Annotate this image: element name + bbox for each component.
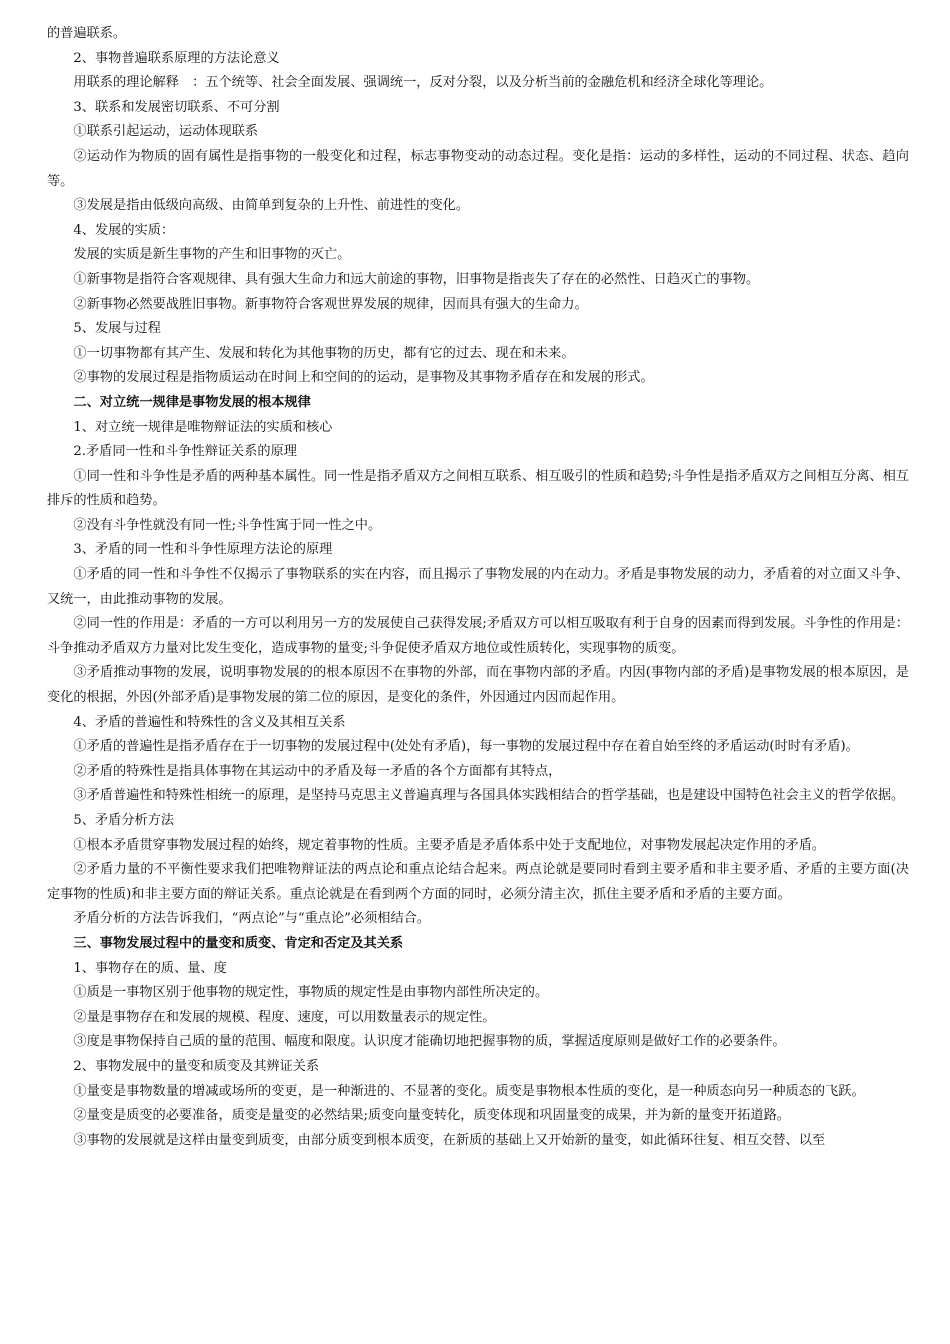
paragraph: ②矛盾力量的不平衡性要求我们把唯物辩证法的两点论和重点论结合起来。两点论就是要同时看到主要矛盾和非主要矛盾、矛盾的主要方面(决定事物的性质)和非主要方面的辩证关系。重点论就是在看到两个方面的同时，必须分清主次，抓住主要矛盾和矛盾的主要方面。 <box>47 862 909 902</box>
paragraph: ③发展是指由低级向高级、由简单到复杂的上升性、前进性的变化。 <box>73 198 470 214</box>
paragraph: 3、矛盾的同一性和斗争性原理方法论的原理 <box>73 542 333 558</box>
paragraph: 4、发展的实质： <box>73 222 175 238</box>
paragraph: ②新事物必然要战胜旧事物。新事物符合客观世界发展的规律，因而具有强大的生命力。 <box>73 296 588 312</box>
paragraph: ②运动作为物质的固有属性是指事物的一般变化和过程，标志事物变动的动态过程。变化是指：运动的多样性，运动的不同过程、状态、趋向等。 <box>47 148 909 189</box>
paragraph: 5、矛盾分析方法 <box>73 813 175 828</box>
paragraph: 矛盾分析的方法告诉我们，“两点论”与“重点论”必须相结合。 <box>73 911 431 927</box>
paragraph: 4、矛盾的普遍性和特殊性的含义及其相互关系 <box>73 714 346 730</box>
paragraph: 2、事物普遍联系原理的方法论意义 <box>73 50 280 66</box>
paragraph: ②量是事物存在和发展的规模、程度、速度，可以用数量表示的规定性。 <box>73 1009 496 1025</box>
paragraph: 发展的实质是新生事物的产生和旧事物的灭亡。 <box>73 247 351 263</box>
paragraph: ②同一性的作用是：矛盾的一方可以利用另一方的发展使自己获得发展;矛盾双方可以相互吸取有利于自身的因素而得到发展。斗争性的作用是：斗争推动矛盾双方力量对比发生变化，造成事物的量变;斗争促使矛盾双方地位或性质转化，实现事物的质变。 <box>47 616 909 656</box>
paragraph: ①新事物是指符合客观规律、具有强大生命力和远大前途的事物，旧事物是指丧失了存在的必然性、日趋灭亡的事物。 <box>73 271 760 287</box>
paragraph: ①一切事物都有其产生、发展和转化为其他事物的历史，都有它的过去、现在和未来。 <box>73 345 575 361</box>
paragraph: ③度是事物保持自己质的量的范围、幅度和限度。认识度才能确切地把握事物的质，掌握适度原则是做好工作的必要条件。 <box>73 1034 786 1050</box>
document-page <box>47 22 909 1153</box>
paragraph: ①联系引起运动，运动体现联系 <box>73 124 259 140</box>
paragraph: ②矛盾的特殊性是指具体事物在其运动中的矛盾及每一矛盾的各个方面都有其特点， <box>73 763 562 779</box>
paragraph: 1、对立统一规律是唯物辩证法的实质和核心 <box>73 419 333 435</box>
section-heading: 三、事物发展过程中的量变和质变、肯定和否定及其关系 <box>73 935 404 951</box>
paragraph: ①同一性和斗争性是矛盾的两种基本属性。同一性是指矛盾双方之间相互联系、相互吸引的性质和趋势;斗争性是指矛盾双方之间相互分离、相互排斥的性质和趋势。 <box>47 468 909 509</box>
paragraph: ②没有斗争性就没有同一性;斗争性寓于同一性之中。 <box>73 517 382 533</box>
paragraph: 的普遍联系。 <box>47 26 127 41</box>
paragraph: 5、发展与过程 <box>73 321 161 337</box>
section-heading: 二、对立统一规律是事物发展的根本规律 <box>73 394 311 410</box>
paragraph: ①根本矛盾贯穿事物发展过程的始终，规定着事物的性质。主要矛盾是矛盾体系中处于支配地位，对事物发展起决定作用的矛盾。 <box>73 837 826 853</box>
paragraph: 3、联系和发展密切联系、不可分割 <box>73 99 280 115</box>
paragraph: 用联系的理论解释 ：五个统等、社会全面发展、强调统一，反对分裂，以及分析当前的金融危机和经济全球化等理论。 <box>73 75 773 91</box>
paragraph: ②事物的发展过程是指物质运动在时间上和空间的的运动，是事物及其事物矛盾存在和发展的形式。 <box>73 370 654 386</box>
paragraph: ③矛盾推动事物的发展，说明事物发展的的根本原因不在事物的外部，而在事物内部的矛盾。内因(事物内部的矛盾)是事物发展的根本原因，是变化的根据，外因(外部矛盾)是事物发展的第二位的原因，是变化的条件，外因通过内因而起作用。 <box>47 665 909 706</box>
paragraph: ①矛盾的同一性和斗争性不仅揭示了事物联系的实在内容，而且揭示了事物发展的内在动力。矛盾是事物发展的动力，矛盾着的对立面又斗争、又统一，由此推动事物的发展。 <box>47 567 909 607</box>
paragraph: ②量变是质变的必要准备，质变是量变的必然结果;质变向量变转化，质变体现和巩固量变的成果，并为新的量变开拓道路。 <box>73 1108 790 1124</box>
paragraph: 2、事物发展中的量变和质变及其辨证关系 <box>73 1058 320 1074</box>
paragraph: 2.矛盾同一性和斗争性辩证关系的原理 <box>73 444 297 460</box>
paragraph: 1、事物存在的质、量、度 <box>73 960 227 976</box>
paragraph: ①矛盾的普遍性是指矛盾存在于一切事物的发展过程中(处处有矛盾)，每一事物的发展过程中存在着自始至终的矛盾运动(时时有矛盾)。 <box>73 739 859 755</box>
paragraph: ①量变是事物数量的增减或场所的变更，是一种渐进的、不显著的变化。质变是事物根本性质的变化，是一种质态向另一种质态的飞跃。 <box>73 1083 865 1099</box>
paragraph: ③矛盾普遍性和特殊性相统一的原理，是坚持马克思主义普遍真理与各国具体实践相结合的哲学基础，也是建设中国特色社会主义的哲学依据。 <box>73 788 905 804</box>
paragraph: ③事物的发展就是这样由量变到质变，由部分质变到根本质变，在新质的基础上又开始新的量变，如此循环往复、相互交替、以至 <box>73 1132 826 1148</box>
paragraph: ①质是一事物区别于他事物的规定性，事物质的规定性是由事物内部性所决定的。 <box>73 985 549 1001</box>
